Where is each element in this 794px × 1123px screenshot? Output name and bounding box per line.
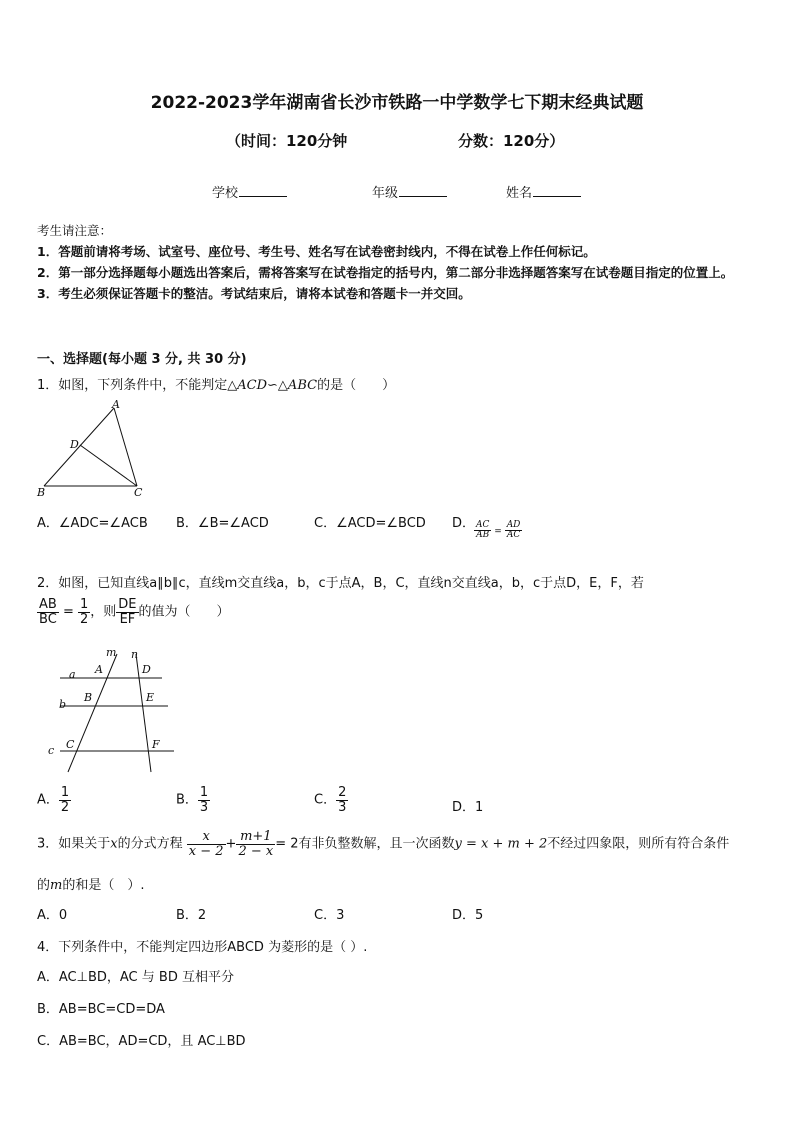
label-d: D (70, 438, 79, 451)
q3-text: 3．如果关于 (37, 836, 111, 852)
q3-option-a[interactable]: A．0 (37, 908, 68, 923)
frac-num: 1 (60, 785, 70, 800)
q1-stem-text: 1．如图，下列条件中，不能判定 (37, 378, 228, 393)
question-2-stem: 2．如图，已知直线a∥b∥c，直线m交直线a，b，c于点A，B，C，直线n交直线a，b，c于点D，E，F，若 (37, 576, 644, 591)
q1-stem-tail: 的是（ ） (317, 378, 396, 393)
label-c: C (134, 486, 143, 499)
frac-num: AD (506, 520, 521, 530)
grade-field (372, 182, 447, 201)
segment-dc (80, 445, 137, 486)
label-F: F (152, 738, 160, 751)
frac-num: AC (476, 520, 490, 530)
frac-den: 2 − x (238, 843, 274, 859)
question-1-stem (37, 374, 395, 393)
exam-score: 分数：120分） (458, 132, 565, 150)
q2-option-b[interactable] (176, 786, 210, 814)
frac-num: 1 (199, 785, 209, 800)
school-field (212, 182, 287, 201)
label-E: E (146, 691, 155, 704)
name-label: 姓名 (506, 186, 533, 201)
q2-option-d[interactable]: D．1 (452, 800, 484, 815)
label-n: n (131, 648, 139, 661)
frac-num: DE (118, 597, 137, 612)
frac-num: 1 (80, 597, 89, 612)
question-4-stem: 4．下列条件中，不能判定四边形ABCD 为菱形的是（ ）. (37, 940, 368, 955)
q2-tail-text: 的值为（ ） (138, 604, 230, 620)
frac-num: x (187, 830, 226, 845)
note-item: 1．答题前请将考场、试室号、座位号、考生号、姓名写在试卷密封线内，不得在试卷上作任何标记。 (37, 244, 596, 259)
q4-option-a[interactable]: A．AC⊥BD，AC 与 BD 互相平分 (37, 970, 234, 985)
label-a: A (112, 398, 120, 411)
q3-option-b[interactable]: B．2 (176, 908, 207, 923)
q1-option-b[interactable]: B．∠B=∠ACD (176, 516, 269, 531)
note-item: 3．考生必须保证答题卡的整洁。考试结束后，请将本试卷和答题卡一并交回。 (37, 286, 471, 301)
frac-den: x − 2 (188, 843, 224, 859)
option-label: A． (37, 792, 59, 808)
q3-text: 的和是（ ）. (62, 878, 145, 893)
label-a-line: a (69, 668, 76, 681)
section-heading: 一、选择题(每小题 3 分, 共 30 分) (37, 352, 247, 367)
notes-heading: 考生请注意： (37, 223, 113, 238)
q3-option-d[interactable]: D．5 (452, 908, 484, 923)
side-ac (114, 408, 137, 486)
q1-similar-triangles: △ACD∽△ABC (227, 378, 318, 393)
q2-parallel-lines-figure (44, 644, 180, 776)
label-A: A (95, 663, 103, 676)
q1-triangle-figure (34, 398, 146, 500)
var-m: m (50, 878, 63, 893)
q3-text: 的 (37, 878, 51, 893)
name-field (506, 182, 581, 201)
name-blank (533, 184, 581, 197)
q3-text: 的分式方程 (117, 836, 183, 852)
option-label: C． (314, 792, 337, 808)
equals: = (62, 604, 74, 620)
exam-time: （时间：120分钟 (226, 132, 348, 150)
frac-den: 2 (60, 799, 70, 815)
page-title: 2022-2023学年湖南省长沙市铁路一中学数学七下期末经典试题 (150, 93, 644, 113)
q4-option-c[interactable]: C．AB=BC，AD=CD，且 AC⊥BD (37, 1034, 246, 1049)
label-b: B (37, 486, 46, 499)
frac-den: AC (506, 530, 521, 541)
frac-den: 2 (80, 611, 89, 627)
label-c-line: c (48, 744, 55, 757)
label-C: C (66, 738, 75, 751)
plus: + (225, 836, 237, 852)
frac-den: AB (476, 530, 490, 541)
school-blank (239, 184, 287, 197)
q1-option-d-formula (474, 521, 522, 541)
school-label: 学校 (212, 186, 239, 201)
q2-option-a[interactable] (37, 786, 71, 814)
frac-num: AB (39, 597, 57, 612)
equation-rhs: = 2 (275, 836, 299, 852)
q3-text: 不经过四象限，则所有符合条件 (547, 836, 730, 852)
label-D: D (142, 663, 151, 676)
frac-den: 3 (199, 799, 209, 815)
note-item: 2．第一部分选择题每小题选出答案后，需将答案写在试卷指定的括号内，第二部分非选择题答案写在试卷题目指定的位置上。 (37, 265, 734, 280)
q1-option-a[interactable]: A．∠ADC=∠ACB (37, 516, 148, 531)
q4-option-b[interactable]: B．AB=BC=CD=DA (37, 1002, 165, 1017)
frac-den: 3 (338, 799, 347, 815)
exam-notes (37, 220, 762, 304)
var-x: x (110, 836, 118, 852)
frac-den: EF (119, 611, 136, 627)
side-ab (44, 408, 114, 486)
frac-num: 2 (338, 785, 347, 800)
question-3-line2 (37, 874, 144, 893)
label-m: m (106, 646, 117, 659)
grade-blank (399, 184, 447, 197)
grade-label: 年级 (372, 186, 399, 201)
linear-function: y = x + m + 2 (454, 836, 548, 852)
q1-option-d[interactable] (452, 512, 475, 531)
question-3-stem (37, 830, 729, 858)
frac-den: BC (39, 611, 57, 627)
equals: = (494, 526, 502, 537)
q3-text: 有非负整数解，且一次函数 (298, 836, 455, 852)
q3-option-c[interactable]: C．3 (314, 908, 345, 923)
option-label: B． (176, 792, 198, 808)
label-B: B (84, 691, 93, 704)
question-2-condition (37, 598, 230, 626)
q2-mid-text: ，则 (90, 604, 117, 620)
label-b-line: b (59, 698, 67, 711)
q1-option-c[interactable]: C．∠ACD=∠BCD (314, 516, 426, 531)
q2-option-c[interactable] (314, 786, 348, 814)
frac-num: m+1 (236, 830, 275, 845)
q1-option-d-label: D． (452, 516, 476, 531)
